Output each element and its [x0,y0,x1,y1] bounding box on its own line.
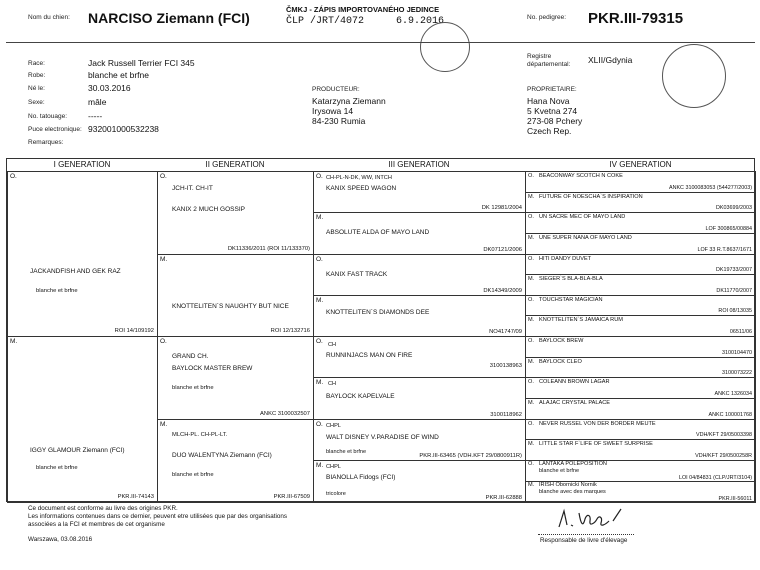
gen4-reg: ROI 08/13035 [718,308,752,314]
gen4-reg: LOF 300865/00884 [705,226,752,232]
gen2-reg: ROI 12/132716 [270,328,310,334]
gen1-sire-reg: ROI 14/109192 [114,328,154,334]
gen4-cell [525,212,756,234]
gen4-sex: M. [528,194,535,200]
gen4-color: blanche et brfne [539,468,580,474]
gen4-reg: DK03699/2003 [716,205,752,211]
owner-name: Hana Nova [527,96,570,106]
gen3-cell [313,460,526,503]
gen4-sex: M. [528,441,535,447]
gen4-reg: VDH/KFT 29/05003398 [696,432,752,438]
gen3-name: KANIX FAST TRACK [326,271,388,278]
clp-date: 6.9.2016 [396,16,445,27]
gen4-cell [525,274,756,296]
gen1-dam-name: IGGY GLAMOUR Ziemann (FCI) [30,447,125,454]
owner-country: Czech Rep. [527,126,572,136]
gen3-cell [313,254,526,296]
sex-value: mâle [88,97,107,107]
owner-city: 273-08 Pchery [527,116,583,126]
gen4-cell [525,192,756,213]
sex-marker: O. [316,338,323,345]
sex-marker: M. [316,462,324,469]
gen2-reg: ANKC 3100032507 [260,411,310,417]
gen-header-3: III GENERATION [388,160,450,169]
gen4-name: NEVER RUSSEL VON DER BORDER MEUTE [539,421,656,427]
gen4-sex: O. [528,461,534,467]
sex-marker: O. [316,173,323,180]
gen2-titles: GRAND CH. [172,353,209,360]
gen4-cell [525,254,756,275]
responsible-label: Responsable de livre d'élevage [540,537,628,544]
sex-marker: O. [160,338,167,345]
gen3-reg: 3100118962 [490,412,522,418]
gen3-cell [313,377,526,420]
gen4-reg: VDH/KFT 29/0500258R [695,453,752,459]
gen4-cell [525,481,756,503]
owner-street: 5 Kvetna 274 [527,106,578,116]
registry-stamp [420,22,470,72]
robe-value: blanche et brfne [88,70,149,80]
signature [555,505,625,533]
gen3-reg: 3100138963 [489,363,522,369]
clp-number: ČLP /JRT/4072 [286,16,365,27]
gen4-reg: ANKC 1326034 [714,391,752,397]
gen1-sire-color: blanche et brfne [36,288,78,294]
gen1-sire-name: JACKANDFISH AND GEK RAZ [30,268,121,275]
gen3-reg: NO41747/09 [489,329,522,335]
gen4-name: BEACONWAY SCOTCH N COKE [539,173,623,179]
gen3-name: KNOTTELITEN`S DIAMONDS DEE [326,309,430,316]
gen2-name: DUO WALENTYNA Ziemann (FCI) [172,452,272,459]
gen3-reg: PKR.III-62888 [485,495,522,501]
sex-marker: O. [160,173,167,180]
gen2-cell [157,419,314,503]
gen4-name: LANTAKA POLEPOSITION [539,461,607,467]
gen4-sex: M. [528,359,535,365]
gen4-cell [525,419,756,440]
gen3-cell [313,295,526,337]
gen4-cell [525,398,756,420]
gen2-name: KNOTTELITEN`S NAUGHTY BUT NICE [172,303,289,310]
gen3-reg: PKR.III-63465 (VDH.KFT 29/0800911R) [419,453,522,459]
gen4-cell [525,357,756,378]
gen4-name: COLEANN BROWN LAGAR [539,379,610,385]
remarks-label: Remarques: [28,139,64,146]
gen4-name: LITTLE STAR F`LIFE OF SWEET SURPRISE [539,441,653,447]
gen2-cell [157,254,314,337]
sex-marker: O. [316,256,323,263]
signature-line [538,534,634,535]
gen1-dam-color: blanche et brfne [36,465,78,471]
place-date: Warszawa, 03.08.2016 [28,536,93,543]
sex-marker: M. [160,256,168,263]
born-label: Né le: [28,85,45,92]
gen3-titles: CH [328,381,337,387]
dog-name: NARCISO Ziemann (FCI) [88,10,250,26]
gen4-reg: ANKC 100001768 [708,412,752,418]
gen3-titles: CHPL [326,423,341,429]
gen4-name: UN SACRE MEC OF MAYO LAND [539,214,626,220]
gen1-sire-cell [7,171,158,337]
gen4-sex: M. [528,400,535,406]
gen4-reg: DK19733/2007 [716,267,752,273]
gen3-reg: DK 12981/2004 [481,205,522,211]
gen4-name: IRISH Obornicki Nornik [539,482,597,488]
gen3-cell [313,212,526,255]
gen4-cell [525,336,756,358]
gen2-color: blanche et brfne [172,472,214,478]
tattoo-value: ----- [88,111,103,121]
gen2-cell [157,336,314,420]
producer-name: Katarzyna Ziemann [312,96,386,106]
gen2-name: BAYLOCK MASTER BREW [172,365,253,372]
dog-name-label: Nom du chien: [28,14,70,21]
gen4-sex: M. [528,482,535,488]
gen3-name: RUNNINJACS MAN ON FIRE [326,352,413,359]
gen4-color: blanche avec des marques [539,489,606,495]
gen3-titles: CH [328,342,337,348]
gen3-reg: DK07121/2006 [483,247,522,253]
gen4-name: ALAJAC CRYSTAL PALACE [539,400,610,406]
race-label: Race: [28,60,45,67]
gen2-titles: JCH-IT. CH-IT [172,185,213,192]
gen2-cell [157,171,314,255]
gen3-titles: CH-PL-N-DK, WW, INTCH [326,175,392,181]
chip-value: 932001000532238 [88,124,159,134]
gen4-cell [525,377,756,399]
gen3-titles: CHPL [326,464,341,470]
kennel-club-stamp [662,44,726,108]
gen1-dam-reg: PKR.III-74143 [117,494,154,500]
gen4-name: KNOTTELITEN`S JAMAICA RUM [539,317,623,323]
sex-marker: O. [10,173,17,180]
gen3-name: BAYLOCK KAPELVALE [326,393,395,400]
gen4-cell [525,233,756,255]
gen2-titles: MLCH-PL. CH-PL-LT. [172,432,228,438]
gen4-cell [525,295,756,316]
tattoo-label: No. tatouage: [28,113,68,120]
gen3-name: ABSOLUTE ALDA OF MAYO LAND [326,229,430,236]
gen4-reg: DK11770/2007 [716,288,752,294]
race-value: Jack Russell Terrier FCI 345 [88,58,195,68]
gen4-name: TOUCHSTAR MAGICIAN [539,297,603,303]
gen4-reg: LOI 04/84831 (CLP/JRT/3104) [678,475,752,481]
gen3-name: KANIX SPEED WAGON [326,185,397,192]
gen4-name: SIEGER`S BLA-BLA-BLA [539,276,603,282]
gen2-name: KANIX 2 MUCH GOSSIP [172,206,245,213]
producer-city: 84-230 Rumia [312,116,366,126]
producer-street: Irysowa 14 [312,106,354,116]
gen4-reg: 3100104470 [722,350,752,356]
gen4-sex: O. [528,379,534,385]
gen-header-2: II GENERATION [205,160,265,169]
gen2-reg: PKR.III-67509 [273,494,310,500]
gen4-sex: O. [528,173,534,179]
owner-label: PROPRIETAIRE: [527,86,577,93]
gen4-name: BAYLOCK CLEO [539,359,582,365]
gen2-reg: DK11336/2011 (ROI 11/133370) [227,246,310,252]
gen3-color: blanche et brfne [326,449,367,455]
sex-marker: M. [316,214,324,221]
sex-marker: O. [316,421,323,428]
gen4-sex: O. [528,297,534,303]
gen3-cell [313,336,526,378]
footer-line-2: Les informations contenues dans ce dernier, peuvent etre utilisées que par des organisations [28,513,288,520]
sex-marker: M. [316,379,324,386]
sex-marker: M. [316,297,324,304]
gen-header-1: I GENERATION [53,160,111,169]
gen4-name: UNE SUPER NANA OF MAYO LAND [539,235,632,241]
gen4-reg: ANKC 3100083053 (544277/2003) [668,185,752,191]
footer-line-1: Ce document est conforme au livre des origines PKR. [28,505,178,512]
gen1-dam-cell [7,336,158,503]
gen4-sex: M. [528,317,535,323]
registre-value: XLII/Gdynia [588,55,633,65]
gen4-name: BAYLOCK BREW [539,338,584,344]
gen3-cell [313,419,526,461]
sex-marker: M. [10,338,18,345]
gen4-cell [525,460,756,482]
gen4-cell [525,171,756,193]
gen4-name: HITI DANDY DUVET [539,256,592,262]
gen2-color: blanche et brfne [172,385,214,391]
producer-label: PRODUCTEUR: [312,86,360,93]
gen4-reg: PKR.III-56011 [718,496,752,502]
gen4-sex: O. [528,214,534,220]
gen4-sex: O. [528,256,534,262]
gen4-cell [525,439,756,461]
robe-label: Robe: [28,72,46,79]
gen4-reg: 3100073222 [722,370,752,376]
registry-title: ČMKJ - ZÁPIS IMPORTOVANÉHO JEDINCE [286,5,440,14]
sex-marker: M. [160,421,168,428]
gen4-sex: M. [528,276,535,282]
chip-label: Puce electronique: [28,126,82,133]
pedigree-label: No. pedigree: [527,14,567,21]
pedigree-number: PKR.III-79315 [588,10,684,27]
footer-line-3: associées a la FCI et membres de cet organisme [28,521,165,528]
born-value: 30.03.2016 [88,83,131,93]
gen4-reg: LOF 33 R.T.8637/1671 [697,247,752,253]
gen3-reg: DK14349/2009 [483,288,522,294]
gen3-color: tricolore [326,491,346,497]
pedigree-table [6,158,755,502]
gen4-sex: O. [528,421,534,427]
gen4-cell [525,315,756,337]
gen4-sex: O. [528,338,534,344]
registre-label: Registre départemental: [527,53,571,68]
sex-label: Sexe: [28,99,45,106]
gen3-name: WALT DISNEY V.PARADISE OF WIND [326,434,439,441]
gen3-name: BIANOLLA Fidogs (FCI) [326,474,396,481]
gen3-cell [313,171,526,213]
gen4-reg: 06511/06 [729,329,752,335]
gen-header-4: IV GENERATION [609,160,672,169]
gen4-sex: M. [528,235,535,241]
gen4-name: FUTURE OF NOESCHA`S INSPIRATION [539,194,643,200]
